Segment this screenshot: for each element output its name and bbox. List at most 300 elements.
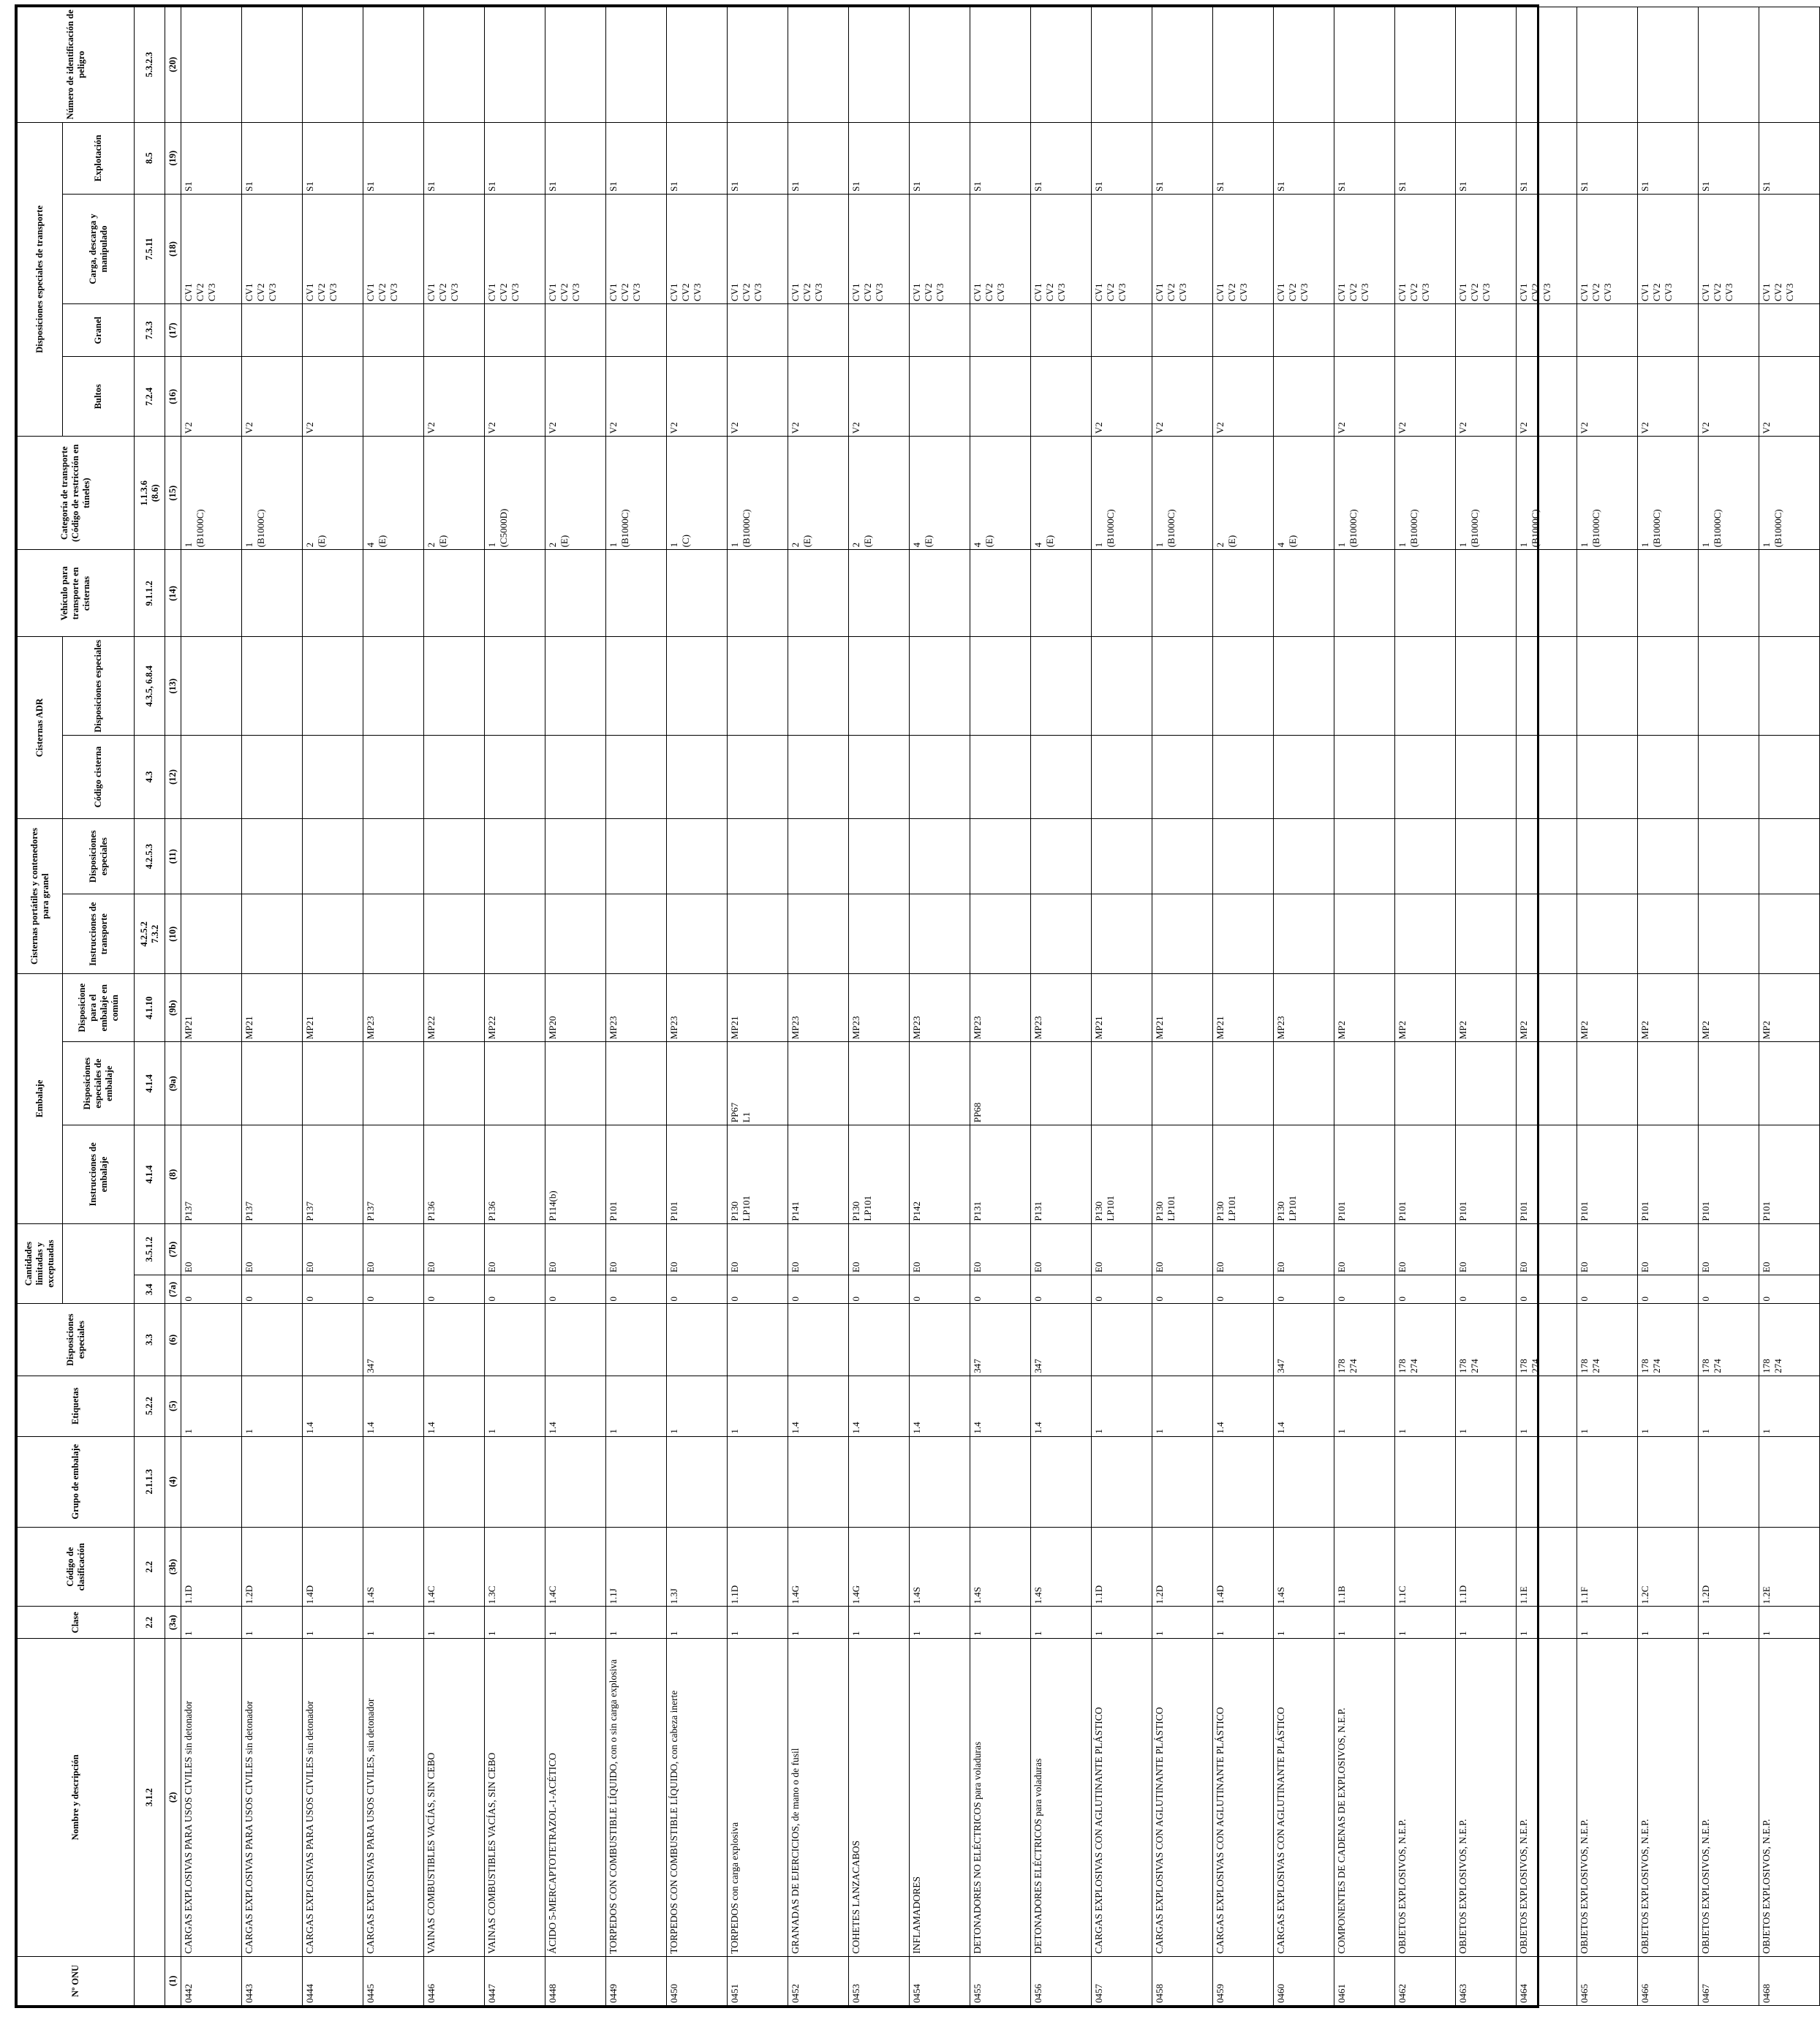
labels-cell: 1.4 [910, 1376, 970, 1436]
mixed-packing-cell: MP21 [1213, 974, 1274, 1042]
adr-tank-special-cell [242, 637, 303, 736]
bulk-cell [303, 304, 363, 357]
name-cell: CARGAS EXPLOSIVAS CON AGLUTINANTE PLÁSTICO [1213, 1638, 1274, 1956]
header-carriage-provisions: Disposiciones especiales de transporte [18, 122, 63, 437]
tank-special-cell [1152, 818, 1213, 894]
labels-cell: 1.4 [424, 1376, 485, 1436]
packing-group-cell [1274, 1436, 1334, 1527]
operation-cell: S1 [1456, 122, 1517, 194]
labels-cell: 1 [1456, 1376, 1517, 1436]
classification-code-cell: 1.4G [788, 1527, 849, 1607]
transport-category-cell: 1 (B1000C) [1334, 437, 1395, 550]
hazard-id-cell [485, 7, 545, 123]
tank-code-cell [1638, 736, 1699, 819]
header-adr-tanks: Cisternas ADR [18, 637, 63, 818]
tank-vehicle-cell [788, 550, 849, 637]
packing-instruction-cell: P137 [363, 1125, 424, 1224]
labels-cell: 1 [1759, 1376, 1820, 1436]
limited-quantity-cell: 0 [910, 1275, 970, 1304]
excepted-quantity-cell: E0 [1152, 1223, 1213, 1275]
packing-group-cell [849, 1436, 910, 1527]
limited-quantity-cell: 0 [788, 1275, 849, 1304]
hazard-id-cell [1334, 7, 1395, 123]
operation-cell: S1 [303, 122, 363, 194]
special-provisions-cell [667, 1304, 728, 1376]
name-cell: CARGAS EXPLOSIVAS CON AGLUTINANTE PLÁSTICO [1092, 1638, 1152, 1956]
adr-tank-special-cell [1456, 637, 1517, 736]
bulk-cell [242, 304, 303, 357]
table-row [970, 7, 1031, 2006]
packing-instruction-cell: P131 [1031, 1125, 1092, 1224]
packages-cell: V2 [1213, 357, 1274, 437]
table-row [1699, 7, 1759, 2006]
column-number-cell: (2) [165, 1638, 181, 1956]
packages-cell: V2 [1699, 357, 1759, 437]
packages-cell: V2 [788, 357, 849, 437]
packages-cell: V2 [728, 357, 788, 437]
labels-cell: 1 [181, 1376, 242, 1436]
operation-cell: S1 [1395, 122, 1456, 194]
class-cell: 1 [1456, 1607, 1517, 1638]
operation-cell: S1 [242, 122, 303, 194]
packages-cell: V2 [303, 357, 363, 437]
class-cell: 1 [181, 1607, 242, 1638]
packages-cell: V2 [849, 357, 910, 437]
packing-group-cell [303, 1436, 363, 1527]
transport-category-cell: 1 (B1000C) [1699, 437, 1759, 550]
packing-special-cell [1638, 1042, 1699, 1125]
mixed-packing-cell: MP23 [970, 974, 1031, 1042]
loading-cell: CV1 CV2 CV3 [1456, 194, 1517, 303]
excepted-quantity-cell: E0 [363, 1223, 424, 1275]
loading-cell: CV1 CV2 CV3 [910, 194, 970, 303]
adr-tank-special-cell [970, 637, 1031, 736]
adr-tank-special-cell [303, 637, 363, 736]
packing-special-cell [606, 1042, 667, 1125]
adr-tank-special-cell [1577, 637, 1638, 736]
operation-cell: S1 [1152, 122, 1213, 194]
reference-cell: 9.1.1.2 [135, 550, 165, 637]
hazard-id-cell [303, 7, 363, 123]
tank-code-cell [1456, 736, 1517, 819]
table-row [485, 7, 545, 2006]
classification-code-cell: 1.2D [1152, 1527, 1213, 1607]
excepted-quantity-cell: E0 [303, 1223, 363, 1275]
classification-code-cell: 1.1E [1517, 1527, 1577, 1607]
loading-cell: CV1 CV2 CV3 [1152, 194, 1213, 303]
bulk-cell [1274, 304, 1334, 357]
classification-code-cell: 1.3C [485, 1527, 545, 1607]
header-packing-group: Grupo de embalaje [18, 1436, 135, 1527]
hazard-id-cell [1213, 7, 1274, 123]
adr-tank-special-cell [1759, 637, 1820, 736]
labels-cell: 1 [1638, 1376, 1699, 1436]
packing-group-cell [970, 1436, 1031, 1527]
loading-cell: CV1 CV2 CV3 [424, 194, 485, 303]
packing-special-cell [1152, 1042, 1213, 1125]
column-number-cell: (5) [165, 1376, 181, 1436]
un-number-cell: 0442 [181, 1956, 242, 2005]
header-portable-tanks: Cisternas portátiles y contenedores para granel [18, 818, 63, 973]
tank-special-cell [1031, 818, 1092, 894]
name-cell: CARGAS EXPLOSIVAS PARA USOS CIVILES sin detonador [181, 1638, 242, 1956]
classification-code-cell: 1.4C [424, 1527, 485, 1607]
special-provisions-cell: 178 274 [1638, 1304, 1699, 1376]
tank-vehicle-cell [1638, 550, 1699, 637]
packing-group-cell [424, 1436, 485, 1527]
tank-code-cell [303, 736, 363, 819]
reference-cell: 7.5.11 [135, 194, 165, 303]
packing-instruction-cell: P137 [181, 1125, 242, 1224]
packing-group-cell [1699, 1436, 1759, 1527]
table-row [910, 7, 970, 2006]
table-row [1395, 7, 1456, 2006]
tank-code-cell [910, 736, 970, 819]
limited-quantity-cell: 0 [181, 1275, 242, 1304]
excepted-quantity-cell: E0 [788, 1223, 849, 1275]
tank-code-cell [485, 736, 545, 819]
mixed-packing-cell: MP23 [849, 974, 910, 1042]
limited-quantity-cell: 0 [1395, 1275, 1456, 1304]
labels-cell: 1 [1092, 1376, 1152, 1436]
special-provisions-cell: 178 274 [1334, 1304, 1395, 1376]
mixed-packing-cell: MP21 [1092, 974, 1152, 1042]
class-cell: 1 [1152, 1607, 1213, 1638]
table-row [303, 7, 363, 2006]
adr-tank-special-cell [1699, 637, 1759, 736]
tank-instruction-cell [1213, 894, 1274, 974]
operation-cell: S1 [424, 122, 485, 194]
operation-cell: S1 [667, 122, 728, 194]
tank-special-cell [1517, 818, 1577, 894]
packing-group-cell [1395, 1436, 1456, 1527]
tank-code-cell [1274, 736, 1334, 819]
packing-special-cell [181, 1042, 242, 1125]
packing-group-cell [606, 1436, 667, 1527]
packages-cell: V2 [1395, 357, 1456, 437]
loading-cell: CV1 CV2 CV3 [1517, 194, 1577, 303]
header-name: Nombre y descripción [18, 1638, 135, 1956]
tank-vehicle-cell [1456, 550, 1517, 637]
limited-quantity-cell: 0 [667, 1275, 728, 1304]
adr-tank-special-cell [1638, 637, 1699, 736]
column-number-cell: (13) [165, 637, 181, 736]
labels-cell: 1 [485, 1376, 545, 1436]
name-cell: TORPEDOS CON COMBUSTIBLE LÍQUIDO, con o sin carga explosiva [606, 1638, 667, 1956]
column-number-cell: (8) [165, 1125, 181, 1224]
classification-code-cell: 1.2C [1638, 1527, 1699, 1607]
packing-instruction-cell: P101 [667, 1125, 728, 1224]
un-number-cell: 0454 [910, 1956, 970, 2005]
bulk-cell [485, 304, 545, 357]
packages-cell: V2 [1334, 357, 1395, 437]
labels-cell: 1.4 [788, 1376, 849, 1436]
excepted-quantity-cell: E0 [1334, 1223, 1395, 1275]
excepted-quantity-cell: E0 [606, 1223, 667, 1275]
class-cell: 1 [1699, 1607, 1759, 1638]
reference-cell: 4.1.4 [135, 1125, 165, 1224]
labels-cell: 1.4 [1274, 1376, 1334, 1436]
column-number-cell: (16) [165, 357, 181, 437]
limited-quantity-cell: 0 [1517, 1275, 1577, 1304]
un-number-cell: 0457 [1092, 1956, 1152, 2005]
un-number-cell: 0450 [667, 1956, 728, 2005]
tank-instruction-cell [181, 894, 242, 974]
packages-cell: V2 [1577, 357, 1638, 437]
class-cell: 1 [606, 1607, 667, 1638]
packages-cell: V2 [545, 357, 606, 437]
packing-instruction-cell: P136 [485, 1125, 545, 1224]
column-number-cell: (12) [165, 736, 181, 819]
mixed-packing-cell: MP2 [1577, 974, 1638, 1042]
un-number-cell: 0459 [1213, 1956, 1274, 2005]
bulk-cell [1334, 304, 1395, 357]
limited-quantity-cell: 0 [303, 1275, 363, 1304]
tank-code-cell [788, 736, 849, 819]
reference-cell: 4.3.5, 6.8.4 [135, 637, 165, 736]
adr-tank-special-cell [363, 637, 424, 736]
name-cell: OBJETOS EXPLOSIVOS, N.E.P. [1638, 1638, 1699, 1956]
limited-quantity-cell: 0 [728, 1275, 788, 1304]
transport-category-cell: 1 (B1000C) [1395, 437, 1456, 550]
name-cell: TORPEDOS CON COMBUSTIBLE LÍQUIDO, con cabeza inerte [667, 1638, 728, 1956]
excepted-quantity-cell: E0 [970, 1223, 1031, 1275]
tank-code-cell [667, 736, 728, 819]
tank-vehicle-cell [1274, 550, 1334, 637]
hazard-id-cell [1092, 7, 1152, 123]
loading-cell: CV1 CV2 CV3 [1334, 194, 1395, 303]
packing-special-cell [545, 1042, 606, 1125]
packing-group-cell [728, 1436, 788, 1527]
labels-cell: 1 [667, 1376, 728, 1436]
class-cell: 1 [1031, 1607, 1092, 1638]
class-cell: 1 [1759, 1607, 1820, 1638]
reference-cell: 2.1.1.3 [135, 1436, 165, 1527]
mixed-packing-cell: MP2 [1759, 974, 1820, 1042]
excepted-quantity-cell: E0 [910, 1223, 970, 1275]
hazard-id-cell [910, 7, 970, 123]
name-cell: CARGAS EXPLOSIVAS PARA USOS CIVILES sin detonador [303, 1638, 363, 1956]
labels-cell: 1 [728, 1376, 788, 1436]
mixed-packing-cell: MP21 [1152, 974, 1213, 1042]
packing-instruction-cell: P130 LP101 [1152, 1125, 1213, 1224]
tank-code-cell [1152, 736, 1213, 819]
labels-cell: 1 [606, 1376, 667, 1436]
packing-group-cell [1092, 1436, 1152, 1527]
header-adr-tank-special: Disposiciones especiales [63, 637, 135, 736]
table-row [728, 7, 788, 2006]
packages-cell: V2 [424, 357, 485, 437]
special-provisions-cell: 178 274 [1456, 1304, 1517, 1376]
loading-cell: CV1 CV2 CV3 [1274, 194, 1334, 303]
packing-special-cell [1517, 1042, 1577, 1125]
un-number-cell: 0444 [303, 1956, 363, 2005]
table-row [1759, 7, 1820, 2006]
header-packages: Bultos [63, 357, 135, 437]
tank-instruction-cell [303, 894, 363, 974]
packages-cell: V2 [1456, 357, 1517, 437]
un-number-cell: 0461 [1334, 1956, 1395, 2005]
tank-special-cell [606, 818, 667, 894]
reference-cell: 5.3.2.3 [135, 7, 165, 123]
tank-vehicle-cell [1759, 550, 1820, 637]
header-loading: Carga, descarga y manipulado [63, 194, 135, 303]
operation-cell: S1 [1213, 122, 1274, 194]
tank-instruction-cell [1456, 894, 1517, 974]
name-cell: DETONADORES NO ELÉCTRICOS para voladuras [970, 1638, 1031, 1956]
packing-instruction-cell: P101 [606, 1125, 667, 1224]
packing-instruction-cell: P130 LP101 [1092, 1125, 1152, 1224]
adr-tank-special-cell [545, 637, 606, 736]
transport-category-cell: 1 (B1000C) [1577, 437, 1638, 550]
table-row [424, 7, 485, 2006]
operation-cell: S1 [849, 122, 910, 194]
transport-category-cell: 2 (E) [303, 437, 363, 550]
class-cell: 1 [910, 1607, 970, 1638]
tank-instruction-cell [545, 894, 606, 974]
adr-tank-special-cell [849, 637, 910, 736]
packing-special-cell [910, 1042, 970, 1125]
labels-cell: 1.4 [970, 1376, 1031, 1436]
hazard-id-cell [667, 7, 728, 123]
un-number-cell: 0460 [1274, 1956, 1334, 2005]
reference-cell: 4.1.4 [135, 1042, 165, 1125]
bulk-cell [1092, 304, 1152, 357]
loading-cell: CV1 CV2 CV3 [1638, 194, 1699, 303]
name-cell: INFLAMADORES [910, 1638, 970, 1956]
excepted-quantity-cell: E0 [667, 1223, 728, 1275]
adr-tank-special-cell [1213, 637, 1274, 736]
name-cell: OBJETOS EXPLOSIVOS, N.E.P. [1577, 1638, 1638, 1956]
packing-special-cell: PP67 L1 [728, 1042, 788, 1125]
tank-special-cell [363, 818, 424, 894]
un-number-cell: 0443 [242, 1956, 303, 2005]
packing-instruction-cell: P114(b) [545, 1125, 606, 1224]
mixed-packing-cell: MP2 [1699, 974, 1759, 1042]
transport-category-cell: 4 (E) [1031, 437, 1092, 550]
tank-code-cell [970, 736, 1031, 819]
mixed-packing-cell: MP23 [788, 974, 849, 1042]
limited-quantity-cell: 0 [1213, 1275, 1274, 1304]
special-provisions-cell: 347 [970, 1304, 1031, 1376]
column-number-cell: (15) [165, 437, 181, 550]
limited-quantity-cell: 0 [606, 1275, 667, 1304]
column-number-cell: (3b) [165, 1527, 181, 1607]
classification-code-cell: 1.4D [303, 1527, 363, 1607]
classification-code-cell: 1.1D [1092, 1527, 1152, 1607]
class-cell: 1 [970, 1607, 1031, 1638]
packing-group-cell [1031, 1436, 1092, 1527]
adr-tank-special-cell [606, 637, 667, 736]
reference-cell: 7.3.3 [135, 304, 165, 357]
packages-cell: V2 [1759, 357, 1820, 437]
tank-code-cell [728, 736, 788, 819]
tank-instruction-cell [606, 894, 667, 974]
limited-quantity-cell: 0 [1334, 1275, 1395, 1304]
packing-instruction-cell: P101 [1456, 1125, 1517, 1224]
tank-special-cell [485, 818, 545, 894]
special-provisions-cell [303, 1304, 363, 1376]
bulk-cell [1517, 304, 1577, 357]
packing-group-cell [363, 1436, 424, 1527]
tank-special-cell [849, 818, 910, 894]
limited-quantity-cell: 0 [363, 1275, 424, 1304]
transport-category-cell: 1 (B1000C) [242, 437, 303, 550]
packing-instruction-cell: P130 LP101 [1213, 1125, 1274, 1224]
transport-category-cell: 2 (E) [1213, 437, 1274, 550]
loading-cell: CV1 CV2 CV3 [788, 194, 849, 303]
classification-code-cell: 1.4G [849, 1527, 910, 1607]
column-number-row [165, 7, 181, 2006]
tank-code-cell [1577, 736, 1638, 819]
column-number-cell: (11) [165, 818, 181, 894]
packing-instruction-cell: P137 [303, 1125, 363, 1224]
un-number-cell: 0458 [1152, 1956, 1213, 2005]
column-number-cell: (9a) [165, 1042, 181, 1125]
limited-quantity-cell: 0 [1031, 1275, 1092, 1304]
name-cell: VAINAS COMBUSTIBLES VACÍAS, SIN CEBO [424, 1638, 485, 1956]
classification-code-cell: 1.4S [1274, 1527, 1334, 1607]
table-row [242, 7, 303, 2006]
un-number-cell: 0468 [1759, 1956, 1820, 2005]
bulk-cell [1395, 304, 1456, 357]
class-cell: 1 [1638, 1607, 1699, 1638]
bulk-cell [788, 304, 849, 357]
hazard-id-cell [1517, 7, 1577, 123]
bulk-cell [545, 304, 606, 357]
class-cell: 1 [1092, 1607, 1152, 1638]
tank-instruction-cell [1334, 894, 1395, 974]
reference-cell: 4.1.10 [135, 974, 165, 1042]
packages-cell [363, 357, 424, 437]
loading-cell: CV1 CV2 CV3 [242, 194, 303, 303]
tank-special-cell [910, 818, 970, 894]
packing-group-cell [788, 1436, 849, 1527]
packing-special-cell [1759, 1042, 1820, 1125]
reference-cell: 7.2.4 [135, 357, 165, 437]
column-number-cell: (14) [165, 550, 181, 637]
operation-cell: S1 [970, 122, 1031, 194]
mixed-packing-cell: MP23 [910, 974, 970, 1042]
hazard-id-cell [606, 7, 667, 123]
table-row [1456, 7, 1517, 2006]
special-provisions-cell: 347 [1031, 1304, 1092, 1376]
name-cell: OBJETOS EXPLOSIVOS, N.E.P. [1759, 1638, 1820, 1956]
excepted-quantity-cell: E0 [1638, 1223, 1699, 1275]
loading-cell: CV1 CV2 CV3 [485, 194, 545, 303]
table-row [1031, 7, 1092, 2006]
packing-special-cell [1274, 1042, 1334, 1125]
header-tank-special: Disposiciones especiales [63, 818, 135, 894]
name-cell: COMPONENTES DE CADENAS DE EXPLOSIVOS, N.E.P. [1334, 1638, 1395, 1956]
tank-code-cell [606, 736, 667, 819]
packing-group-cell [1152, 1436, 1213, 1527]
hazard-id-cell [788, 7, 849, 123]
transport-category-cell: 2 (E) [424, 437, 485, 550]
tank-code-cell [1759, 736, 1820, 819]
adr-tank-special-cell [1517, 637, 1577, 736]
tank-special-cell [1759, 818, 1820, 894]
tank-special-cell [1577, 818, 1638, 894]
packing-special-cell [485, 1042, 545, 1125]
un-number-cell: 0449 [606, 1956, 667, 2005]
tank-instruction-cell [1395, 894, 1456, 974]
un-number-cell: 0455 [970, 1956, 1031, 2005]
name-cell: OBJETOS EXPLOSIVOS, N.E.P. [1699, 1638, 1759, 1956]
packing-instruction-cell: P101 [1517, 1125, 1577, 1224]
packing-group-cell [1213, 1436, 1274, 1527]
special-provisions-cell [788, 1304, 849, 1376]
